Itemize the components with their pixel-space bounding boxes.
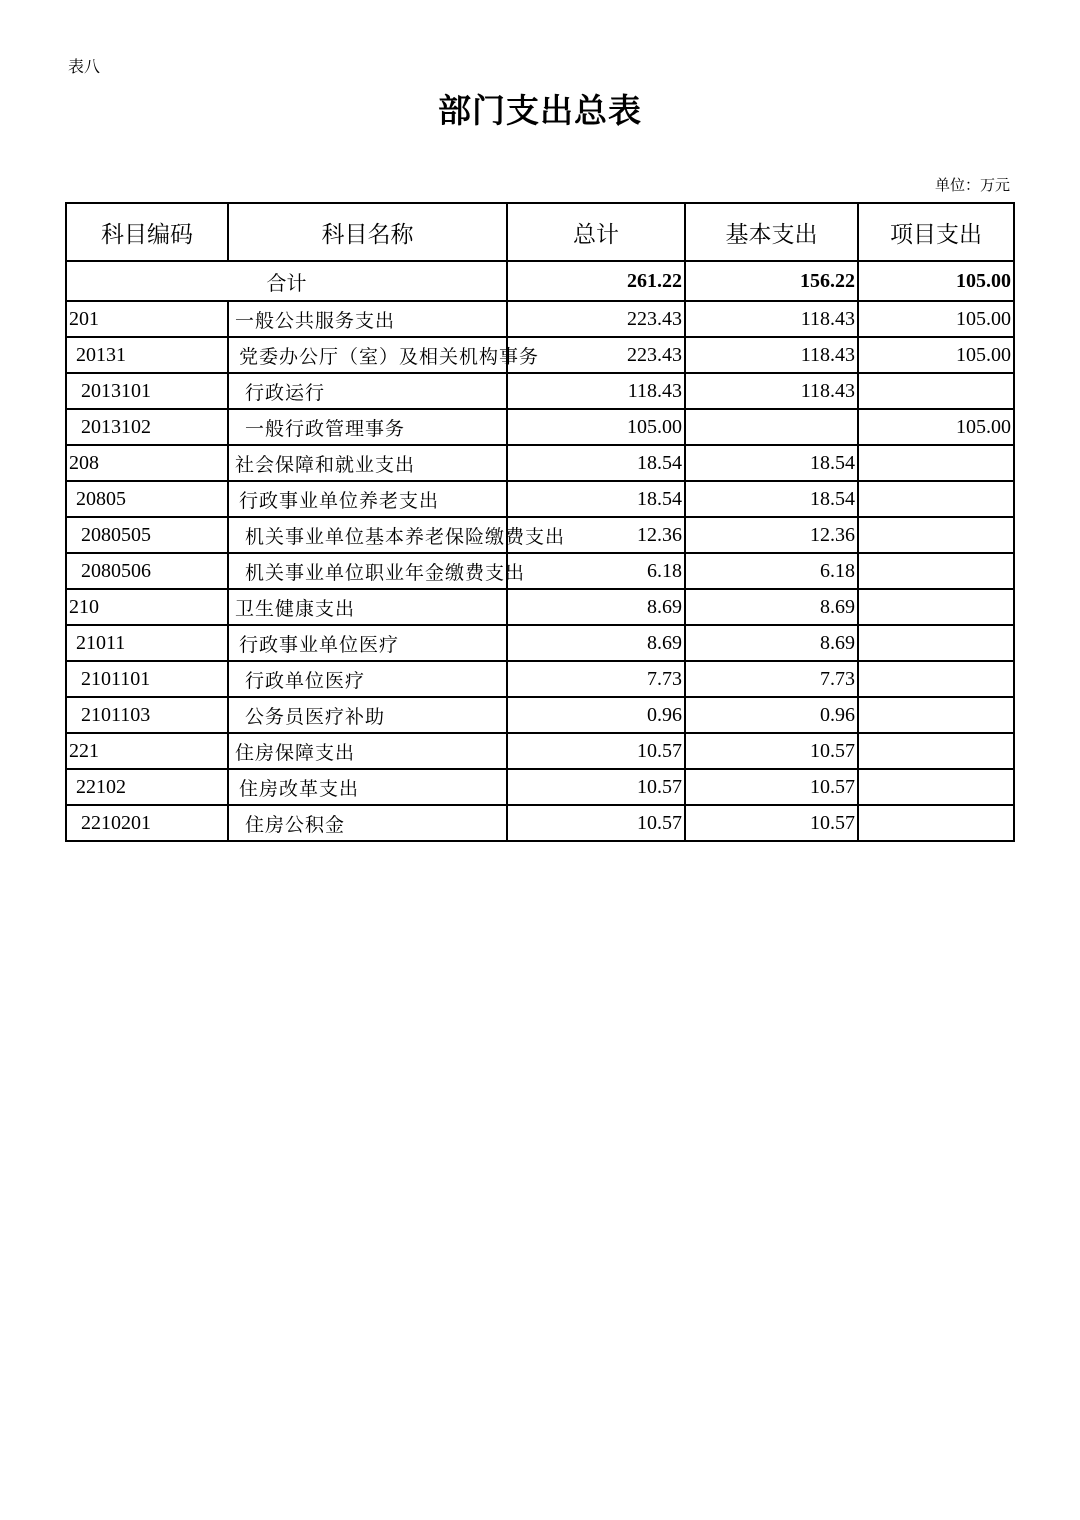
row-project	[858, 697, 1014, 733]
row-total: 10.57	[507, 805, 685, 841]
row-name: 机关事业单位基本养老保险缴费支出	[228, 517, 507, 553]
row-code: 201	[66, 301, 228, 337]
row-code: 208	[66, 445, 228, 481]
row-project: 105.00	[858, 409, 1014, 445]
row-total: 0.96	[507, 697, 685, 733]
unit-label: 单位：万元	[934, 176, 1010, 194]
row-code: 2080505	[66, 517, 228, 553]
row-basic: 10.57	[685, 805, 858, 841]
row-name: 行政运行	[228, 373, 507, 409]
row-code: 20805	[66, 481, 228, 517]
row-basic: 118.43	[685, 301, 858, 337]
row-project	[858, 769, 1014, 805]
expenditure-table	[65, 202, 1015, 842]
table-row	[66, 301, 1014, 337]
row-project	[858, 805, 1014, 841]
column-header-code: 科目编码	[66, 203, 228, 261]
row-code: 2013102	[66, 409, 228, 445]
row-project	[858, 481, 1014, 517]
row-total: 10.57	[507, 733, 685, 769]
table-row	[66, 769, 1014, 805]
row-basic: 7.73	[685, 661, 858, 697]
row-code: 2080506	[66, 553, 228, 589]
table-row	[66, 697, 1014, 733]
table-row	[66, 805, 1014, 841]
row-total: 223.43	[507, 301, 685, 337]
row-name: 行政事业单位养老支出	[228, 481, 507, 517]
row-total: 12.36	[507, 517, 685, 553]
column-header-basic: 基本支出	[685, 203, 858, 261]
row-total: 8.69	[507, 589, 685, 625]
table-row	[66, 625, 1014, 661]
row-basic: 8.69	[685, 589, 858, 625]
row-project: 105.00	[858, 337, 1014, 373]
summary-label: 合计	[66, 261, 507, 301]
table-row	[66, 517, 1014, 553]
table-number: 表八	[68, 57, 101, 76]
row-project	[858, 733, 1014, 769]
table-row	[66, 481, 1014, 517]
row-basic: 0.96	[685, 697, 858, 733]
row-code: 2101101	[66, 661, 228, 697]
row-code: 2013101	[66, 373, 228, 409]
row-project	[858, 445, 1014, 481]
row-total: 7.73	[507, 661, 685, 697]
row-code: 2101103	[66, 697, 228, 733]
summary-basic: 156.22	[685, 261, 858, 301]
row-name: 住房保障支出	[228, 733, 507, 769]
row-basic: 118.43	[685, 373, 858, 409]
row-total: 18.54	[507, 445, 685, 481]
row-code: 221	[66, 733, 228, 769]
row-code: 20131	[66, 337, 228, 373]
table-row	[66, 553, 1014, 589]
table-row	[66, 661, 1014, 697]
row-total: 223.43	[507, 337, 685, 373]
column-header-name: 科目名称	[228, 203, 507, 261]
row-code: 210	[66, 589, 228, 625]
row-project	[858, 553, 1014, 589]
table-row	[66, 373, 1014, 409]
table-header-row	[66, 203, 1014, 261]
row-basic: 18.54	[685, 481, 858, 517]
row-code: 2210201	[66, 805, 228, 841]
row-total: 105.00	[507, 409, 685, 445]
row-name: 一般公共服务支出	[228, 301, 507, 337]
row-name: 社会保障和就业支出	[228, 445, 507, 481]
row-basic: 10.57	[685, 733, 858, 769]
row-project	[858, 589, 1014, 625]
row-basic: 8.69	[685, 625, 858, 661]
row-project: 105.00	[858, 301, 1014, 337]
table-row	[66, 589, 1014, 625]
row-name: 行政单位医疗	[228, 661, 507, 697]
row-basic	[685, 409, 858, 445]
row-total: 118.43	[507, 373, 685, 409]
row-name: 行政事业单位医疗	[228, 625, 507, 661]
table-row	[66, 337, 1014, 373]
column-header-total: 总计	[507, 203, 685, 261]
row-name: 机关事业单位职业年金缴费支出	[228, 553, 507, 589]
row-basic: 118.43	[685, 337, 858, 373]
row-basic: 12.36	[685, 517, 858, 553]
row-basic: 18.54	[685, 445, 858, 481]
page-title: 部门支出总表	[438, 91, 642, 130]
row-name: 住房改革支出	[228, 769, 507, 805]
column-header-project: 项目支出	[858, 203, 1014, 261]
table-row	[66, 409, 1014, 445]
row-code: 22102	[66, 769, 228, 805]
row-name: 一般行政管理事务	[228, 409, 507, 445]
summary-project: 105.00	[858, 261, 1014, 301]
row-basic: 6.18	[685, 553, 858, 589]
row-project	[858, 373, 1014, 409]
row-project	[858, 625, 1014, 661]
table-row	[66, 733, 1014, 769]
row-total: 18.54	[507, 481, 685, 517]
summary-total: 261.22	[507, 261, 685, 301]
row-total: 10.57	[507, 769, 685, 805]
row-code: 21011	[66, 625, 228, 661]
summary-row	[66, 261, 1014, 301]
row-name: 住房公积金	[228, 805, 507, 841]
row-name: 卫生健康支出	[228, 589, 507, 625]
row-total: 6.18	[507, 553, 685, 589]
row-name: 党委办公厅（室）及相关机构事务	[228, 337, 507, 373]
table-row	[66, 445, 1014, 481]
row-project	[858, 517, 1014, 553]
row-total: 8.69	[507, 625, 685, 661]
row-basic: 10.57	[685, 769, 858, 805]
row-name: 公务员医疗补助	[228, 697, 507, 733]
row-project	[858, 661, 1014, 697]
